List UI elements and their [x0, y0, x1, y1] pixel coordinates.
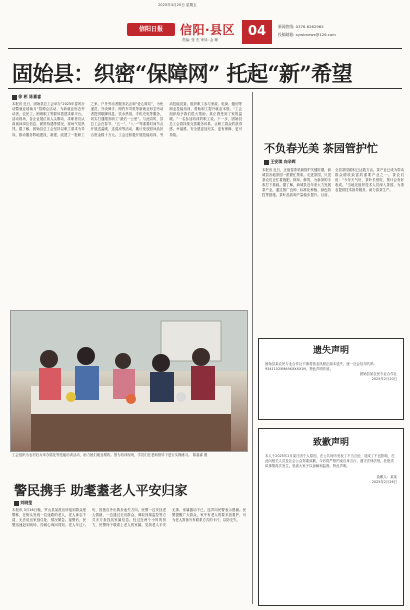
- apology-notice-title: 致歉声明: [312, 438, 349, 448]
- section-brand: 信阳·县区: [180, 23, 236, 37]
- column-divider: [252, 92, 253, 604]
- masthead: [0, 0, 410, 50]
- article1-body: 本报讯 近日，固始县总工会举办“2025年春风行动暨就业援助月”招聘会活动，为新就业形态劳动者、农民工、困难职工等群体搭建求职平台。活动现场，各企业展位前人头攒动，求职者们认真询问岗位信息、薪资待遇等情况，现场气氛热烈。据了解，固始县总工会坚持以职工需求为导向，推动服务阵地建设，新建、改建了一批职工之家、户外劳动者服务站点和“爱心驿站”，为快递员、外卖骑手、网约车司机等新就业形态劳动者提供歇脚休息、饮水热饭、手机充电等服务，切实打通服务职工“最后一公里”。与此同时，县总工会在春节、“五一”、“八一”等重要时间节点开展送温暖、送清凉等活动，累计发放慰问品折合资金数十万元。工会还积极开展技能培训、劳动技能竞赛，组织职工参与家政、电商、缝纫等职业技能培训，帮助职工提升就业本领。“工会组织给予我们很大帮助，真正感受到了家的温暖。”一名参加培训的职工说。下一步，固始县总工会将持续完善服务体系，让职工群众的获得感、幸福感、安全感更加充实、更有保障、更可持续。: [12, 102, 242, 137]
- apology-notice-signer: 致歉人：某某: [376, 475, 397, 480]
- apology-notice-box: [258, 428, 404, 606]
- article3-body: 本报讯 3月16日晚，罗山县某派出所接到群众报警称，在街头发现一位迷路的老人，老人神志不清，无法说出家庭住址，情况紧急。接警后，民警迅速赶到现场，经耐心询问得知，老人年过八旬，因独自外出散步迷失方向。民警一边安抚老人情绪，一边通过走访群众、调取视频监控等方式多方查找其家属信息。经过近两个小时的努力，民警终于联系上老人的家属。见到老人平安无事，家属激动不已，连声向民警表示感谢。民警提醒广大群众，家中有老人的要多加看护，可为老人准备写有联系方式的卡片，以防走失。: [12, 508, 246, 528]
- date-line: 2025年3月20日 星期五: [158, 3, 197, 7]
- main-headline: 固始县：织密“保障网” 托起“新”希望: [12, 61, 353, 86]
- headline-rule: [8, 88, 402, 89]
- article1-byline: 徐 彬 陈嘉睿: [12, 94, 41, 100]
- newspaper-logo: 信阳日报: [127, 23, 175, 36]
- apology-notice-body: 本人于2025年2月某日因个人原因，在公共场所发表了不当言论，造成了不良影响，在此向相关人员及社会公众郑重致歉，今后将严格约束自身言行，遵守法律法规，杜绝类似事情再次发生。恳请大家予以谅解和监督。特此声明。: [265, 454, 395, 469]
- photo-caption: 工会组织为农村妇女举办插花等技能培训活动，助力她们就业增收。图为培训现场，学员们在老师指导下进行实操练习。 陈嘉睿 摄: [12, 453, 208, 457]
- reporter-icon: [14, 501, 19, 506]
- editor-line: 责编: 张 杰 审读: 金 珊: [182, 38, 218, 42]
- lost-notice-title: 遗失声明: [312, 346, 349, 356]
- lost-notice-body: 固始县某农民专业合作社不慎将营业执照正副本遗失，统一社会信用代码：93411525MA9XXXXX1N，特此声明作废。: [265, 362, 377, 372]
- article3-byline: 刘晓莹: [14, 500, 32, 506]
- apology-notice-date: 2025年2月26日: [371, 480, 397, 485]
- lost-notice-box: [258, 338, 404, 420]
- reporter-icon: [12, 95, 17, 100]
- page-number-badge: 04: [242, 20, 272, 44]
- article2-byline: 王安琪 向辛晖: [264, 159, 296, 165]
- contact-phone: 新闻热线: 0376-6262965: [278, 24, 324, 29]
- news-photo: [10, 310, 248, 452]
- article2-body: 本报讯 近日，正值春茶采摘管护关键时期，商城县各地茶园一派繁忙景象。走进茶园，只见茶农们正忙着施肥、除草、修剪，为新茶的丰收打下基础。据了解，商城县近年来大力发展茶产业，通过推广良种、标准化种植、绿色防控等措施，茶叶品质和产量稳步提升。目前，全县茶园面积已达数万亩，茶产业已成为带动群众增收致富的重要产业之一。茶农们说：“今年天气好，茶叶长势旺，预计会有好收成。”当地还组织技术人员深入茶园，为茶农提供技术指导服务，助力春茶生产。: [262, 168, 404, 198]
- training-scene-illustration: [11, 311, 247, 451]
- lost-notice-signer: 固始县某农民专业合作社: [359, 372, 397, 377]
- reporter-icon: [264, 160, 269, 165]
- article2-title: 不负春光美 茶园管护忙: [264, 142, 378, 155]
- contact-mail: 投稿邮箱: xywbnews@126.com: [278, 32, 336, 37]
- article3-title: 警民携手 助耄耋老人平安归家: [14, 484, 188, 499]
- masthead-rule: [8, 48, 402, 49]
- lost-notice-date: 2025年2月20日: [371, 377, 397, 382]
